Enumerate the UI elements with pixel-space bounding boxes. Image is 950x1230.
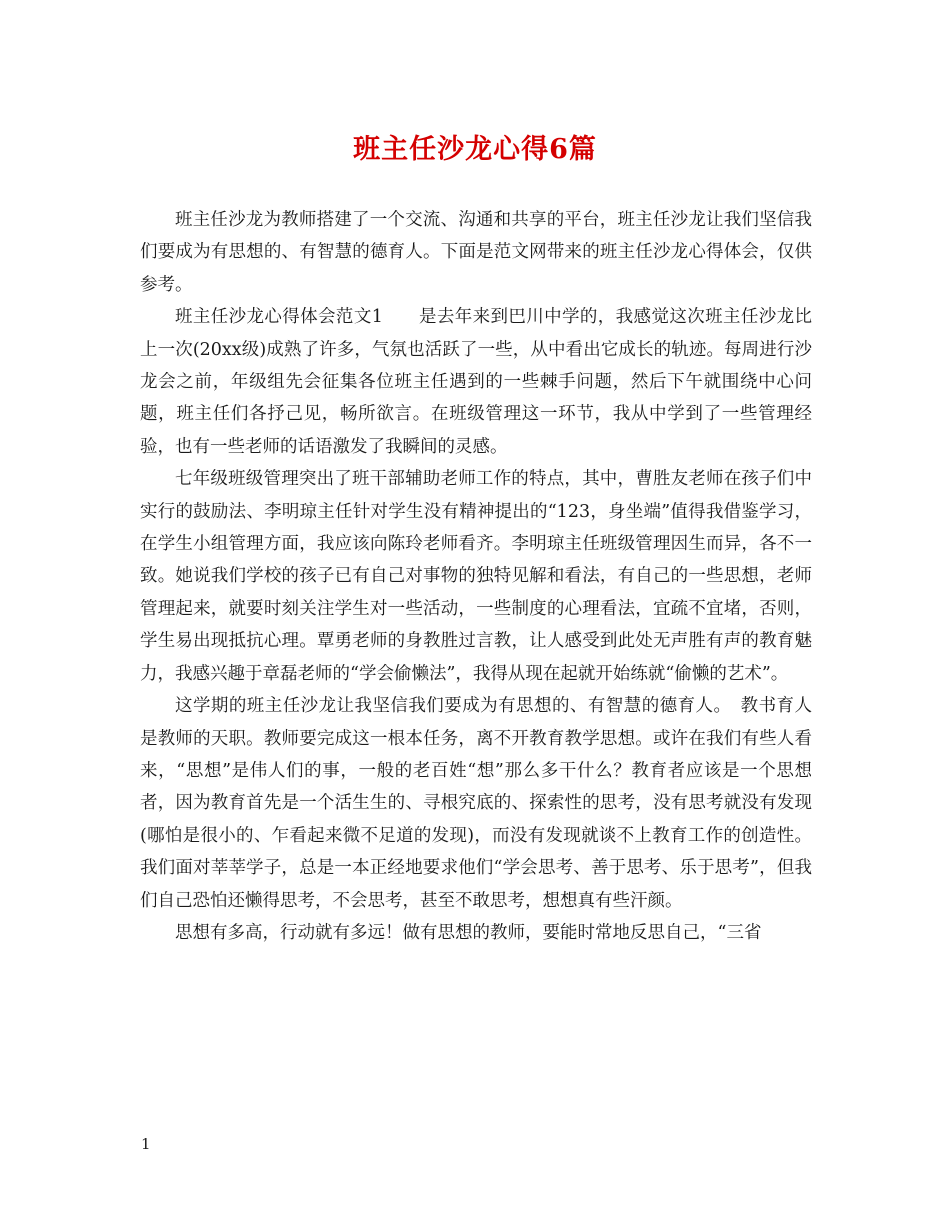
paragraph-thinking-educator: 这学期的班主任沙龙让我坚信我们要成为有思想的、有智慧的德育人。 教书育人是教师的天职。教师要完成这一根本任务，离不开教育教学思想。或许在我们有些人看来，“思想”是伟人们的事，一般的老百姓“想”那么多干什么？教育者应该是一个思想者，因为教育首先是一个活生生的、寻根究底的、探索性的思考，没有思考就没有发现(哪怕是很小的、乍看起来微不足道的发现)，而没有发现就谈不上教育工作的创造性。我们面对莘莘学子，总是一本正经地要求他们“学会思考、善于思考、乐于思考”，但我们自己恐怕还懒得思考，不会思考，甚至不敢思考，想想真有些汗颜。 bbox=[140, 696, 812, 911]
paragraph-intro: 班主任沙龙为教师搭建了一个交流、沟通和共享的平台，班主任沙龙让我们坚信我们要成为有思想的、有智慧的德育人。下面是范文网带来的班主任沙龙心得体会，仅供参考。 bbox=[140, 210, 812, 295]
page-number: 1 bbox=[141, 1135, 151, 1153]
paragraph-class-management: 七年级班级管理突出了班干部辅助老师工作的特点，其中，曹胜友老师在孩子们中实行的鼓励法、李明琼主任针对学生没有精神提出的“123，身坐端”值得我借鉴学习，在学生小组管理方面，我应该向陈玲老师看齐。李明琼主任班级管理因生而异，各不一致。她说我们学校的孩子已有自己对事物的独特见解和看法，有自己的一些思想，老师管理起来，就要时刻关注学生对一些活动，一些制度的心理看法，宜疏不宜堵，否则，学生易出现抵抗心理。覃勇老师的身教胜过言教，让人感受到此处无声胜有声的教育魅力，我感兴趣于章磊老师的“学会偷懒法”，我得从现在起就开始练就“偷懒的艺术”。 bbox=[140, 469, 812, 684]
document-title: 班主任沙龙心得6篇 bbox=[353, 134, 597, 165]
document-body bbox=[140, 204, 812, 949]
paragraph-essay-1: 班主任沙龙心得体会范文1 是去年来到巴川中学的，我感觉这次班主任沙龙比上一次(20xx级)成熟了许多，气氛也活跃了一些，从中看出它成长的轨迹。每周进行沙龙会之前，年级组先会征集各位班主任遇到的一些棘手问题，然后下午就围绕中心问题，班主任们各抒己见，畅所欲言。在班级管理这一环节，我从中学到了一些管理经验，也有一些老师的话语激发了我瞬间的灵感。 bbox=[140, 307, 812, 457]
paragraph-reflection: 思想有多高，行动就有多远！做有思想的教师，要能时常地反思自己，“三省 bbox=[175, 922, 762, 943]
